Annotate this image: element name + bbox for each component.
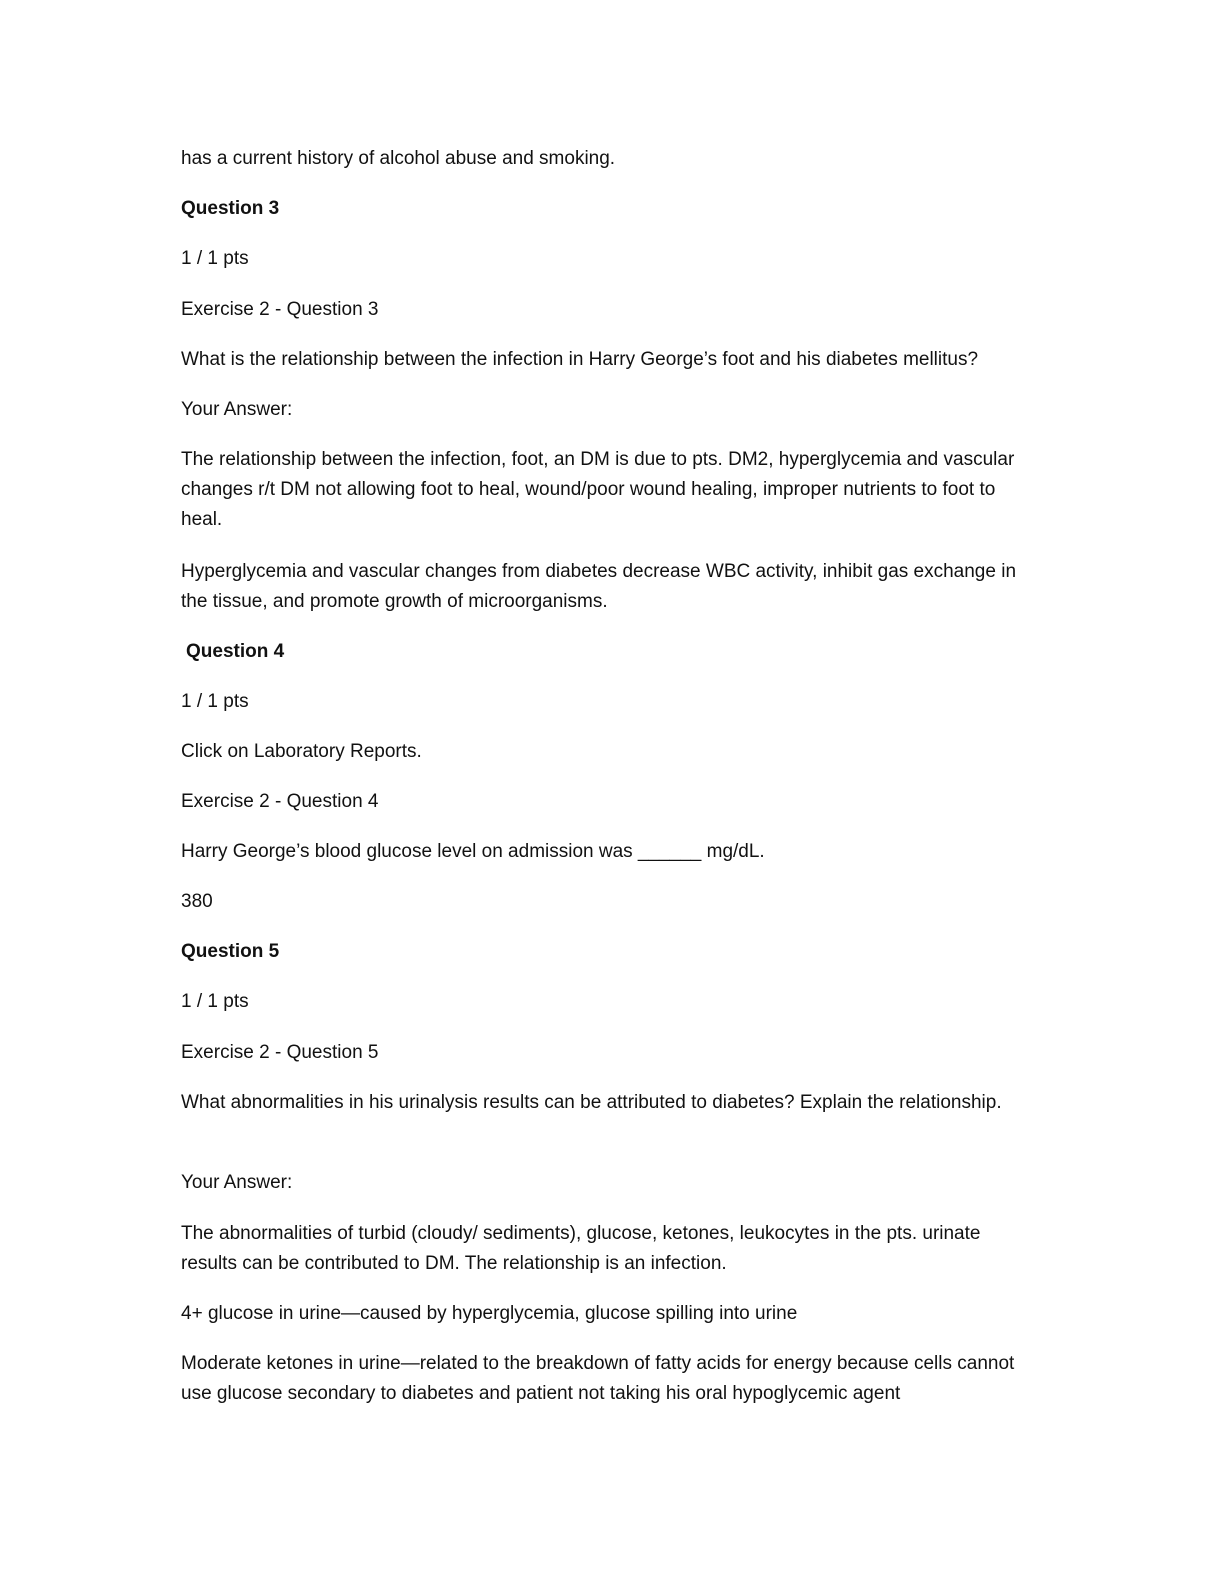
question-4-heading: Question 4 <box>186 641 285 662</box>
question-4-instruction: Click on Laboratory Reports. <box>181 741 422 762</box>
question-4-answer: 380 <box>181 891 213 912</box>
question-5-points: 1 / 1 pts <box>181 991 249 1012</box>
intro-line: has a current history of alcohol abuse and smoking. <box>181 148 616 169</box>
question-5-answer-2: 4+ glucose in urine—caused by hyperglycemia, glucose spilling into urine <box>181 1303 798 1324</box>
question-3-points: 1 / 1 pts <box>181 248 249 269</box>
question-5-heading: Question 5 <box>181 941 280 962</box>
question-5-prompt: What abnormalities in his urinalysis results can be attributed to diabetes? Explain the relationship. <box>181 1092 1002 1113</box>
question-3-exercise: Exercise 2 - Question 3 <box>181 299 379 320</box>
question-5-answer-3: Moderate ketones in urine—related to the breakdown of fatty acids for energy because cells cannot use glucose secondary to diabetes and patient not taking his oral hypoglycemic agent <box>181 1353 1015 1404</box>
question-3-prompt: What is the relationship between the infection in Harry George’s foot and his diabetes mellitus? <box>181 349 979 370</box>
question-3-answer-label: Your Answer: <box>181 399 293 420</box>
question-4-exercise: Exercise 2 - Question 4 <box>181 791 379 812</box>
question-5-answer-1: The abnormalities of turbid (cloudy/ sediments), glucose, ketones, leukocytes in the pts. urinate results can be contributed to DM. The relationship is an infection. <box>181 1223 981 1274</box>
question-5-exercise: Exercise 2 - Question 5 <box>181 1042 379 1063</box>
question-5-answer-label: Your Answer: <box>181 1172 293 1193</box>
question-3-heading: Question 3 <box>181 198 280 219</box>
question-4-points: 1 / 1 pts <box>181 691 249 712</box>
question-4-prompt: Harry George’s blood glucose level on admission was ______ mg/dL. <box>181 841 765 862</box>
question-3-answer-2: Hyperglycemia and vascular changes from diabetes decrease WBC activity, inhibit gas exchange in the tissue, and promote growth of microorganisms. <box>181 561 1017 612</box>
question-3-answer-1: The relationship between the infection, foot, an DM is due to pts. DM2, hyperglycemia and vascular changes r/t DM not allowing foot to heal, wound/poor wound healing, improper nutrients to foot to heal. <box>181 449 1015 530</box>
